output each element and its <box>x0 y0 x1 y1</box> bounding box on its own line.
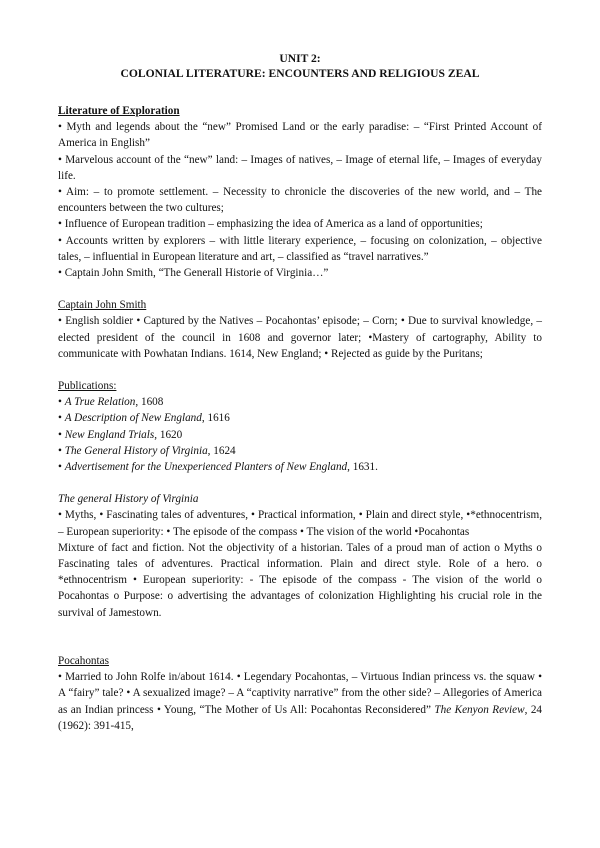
publication-item: • A True Relation, 1608 <box>58 396 164 409</box>
general-history-heading: The general History of Virginia <box>58 493 199 506</box>
publications-section <box>58 378 542 475</box>
exploration-section <box>58 103 542 281</box>
publication-item: • New England Trials, 1620 <box>58 428 183 441</box>
exploration-item: • Marvelous account of the “new” land: – Images of natives, – Image of eternal life, – Images of everyday life. <box>58 153 542 182</box>
publication-item: • A Description of New England, 1616 <box>58 412 230 425</box>
journal-title: The Kenyon Review <box>434 703 525 716</box>
publication-title: The General History of Virginia <box>64 444 208 457</box>
publication-title: New England Trials <box>64 428 155 441</box>
exploration-heading: Literature of Exploration <box>58 105 180 117</box>
smith-text: • English soldier • Captured by the Natives – Pocahontas’ episode; – Corn; • Due to survival knowledge, – elected president of the council in 1608 and governor later; •Mastery of cartography, Ability to communicate with Powhatan Indians. 1614, New England; • Rejected as guide by the Puritans; <box>58 315 542 360</box>
publications-heading: Publications: <box>58 380 117 393</box>
publication-item: • Advertisement for the Unexperienced Planters of New England, 1631. <box>58 461 378 474</box>
smith-section <box>58 297 542 362</box>
unit-label: UNIT 2: <box>279 52 321 65</box>
general-history-section <box>58 491 542 621</box>
pocahontas-heading: Pocahontas <box>58 654 109 667</box>
publication-title: A True Relation <box>64 396 136 409</box>
general-history-summary: • Myths, • Fascinating tales of adventures, • Practical information, • Plain and direct style, •*ethnocentrism, – European superiority: • The episode of the compass • The vision of the world •Pocahontas <box>58 509 542 538</box>
general-history-text: Mixture of fact and fiction. Not the objectivity of a historian. Tales of a proud man of action o Myths o Fascinating tales of adventures. Practical information. Plain and direct style. Role of a hero. o *ethnocentrism • European superiority: - The episode of the compass - The vision of the world o Pocahontas o Purpose: o advertising the advantages of colonization Highlighting his crucial role in the survival of Jamestown. <box>58 541 542 619</box>
exploration-item: • Aim: – to promote settlement. – Necessity to chronicle the discoveries of the new world, and – The encounters between the two cultures; <box>58 186 542 215</box>
exploration-item: • Accounts written by explorers – with little literary experience, – focusing on colonization, – objective tales, – influential in European literature and art, – classified as “travel narratives.” <box>58 234 542 263</box>
document-page <box>58 52 542 734</box>
pocahontas-section <box>58 653 542 734</box>
publication-title: Advertisement for the Unexperienced Planters of New England <box>64 461 348 474</box>
exploration-item: • Captain John Smith, “The Generall Historie of Virginia…” <box>58 267 329 280</box>
smith-heading: Captain John Smith <box>58 299 147 312</box>
exploration-item: • Myth and legends about the “new” Promised Land or the early paradise: – “First Printed Account of America in English” <box>58 121 542 150</box>
pocahontas-text: • Married to John Rolfe in/about 1614. • Legendary Pocahontas, – Virtuous Indian princess vs. the squaw • A “fairy” tale? • A sexualized image? – A “captivity narrative” from the other side? – Allegories of America as an Indian princess • Young, “The Mother of Us All: Pocahontas Reconsidered” The Kenyon Review, 24 (1962): 391-415, <box>58 671 543 732</box>
page-title: COLONIAL LITERATURE: ENCOUNTERS AND RELIGIOUS ZEAL <box>120 66 480 80</box>
publication-title: A Description of New England <box>64 412 202 425</box>
exploration-item: • Influence of European tradition – emphasizing the idea of America as a land of opportunities; <box>58 218 483 231</box>
publication-item: • The General History of Virginia, 1624 <box>58 444 236 457</box>
